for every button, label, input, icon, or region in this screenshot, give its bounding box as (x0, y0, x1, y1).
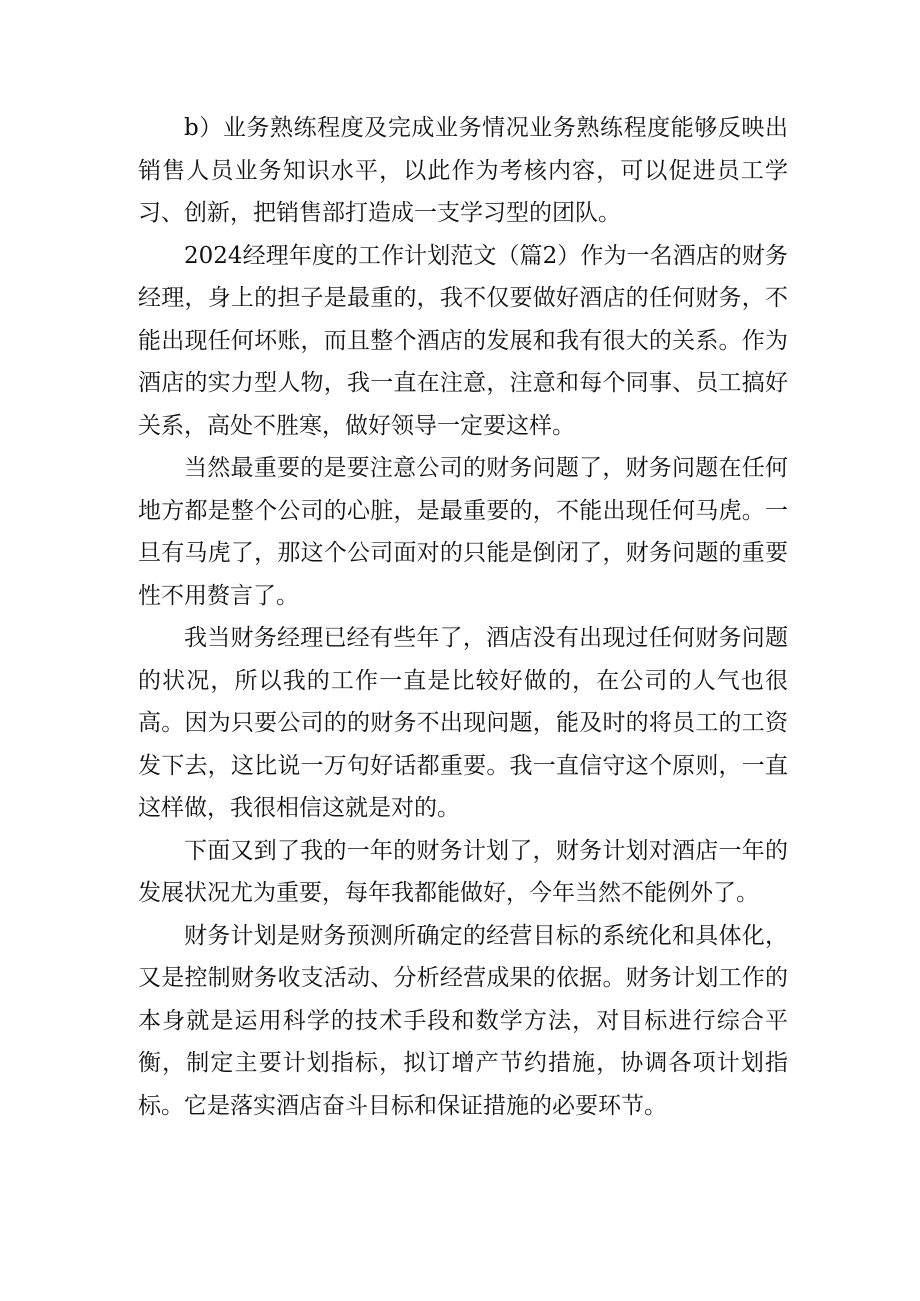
paragraph-2: 2024经理年度的工作计划范文（篇2）作为一名酒店的财务经理，身上的担子是最重的，我不仅要做好酒店的任何财务，不能出现任何坏账，而且整个酒店的发展和我有很大的关系。作为酒店的实力型人物，我一直在注意，注意和每个同事、员工搞好关系，高处不胜寒，做好领导一定要这样。 (138, 242, 788, 439)
paragraph-4: 我当财务经理已经有些年了，酒店没有出现过任何财务问题的状况，所以我的工作一直是比较好做的，在公司的人气也很高。因为只要公司的的财务不出现问题，能及时的将员工的工资发下去，这比说一万句好话都重要。我一直信守这个原则，一直这样做，我很相信这就是对的。 (138, 625, 788, 821)
paragraph-1: b）业务熟练程度及完成业务情况业务熟练程度能够反映出销售人员业务知识水平，以此作为考核内容，可以促进员工学习、创新，把销售部打造成一支学习型的团队。 (138, 115, 788, 226)
document-body (138, 107, 788, 1127)
paragraph-3: 当然最重要的是要注意公司的财务问题了，财务问题在任何地方都是整个公司的心脏，是最重要的，不能出现任何马虎。一旦有马虎了，那这个公司面对的只能是倒闭了，财务问题的重要性不用赘言了。 (138, 455, 788, 609)
paragraph-5: 下面又到了我的一年的财务计划了，财务计划对酒店一年的发展状况尤为重要，每年我都能做好，今年当然不能例外了。 (138, 837, 788, 906)
paragraph-6: 财务计划是财务预测所确定的经营目标的系统化和具体化，又是控制财务收支活动、分析经营成果的依据。财务计划工作的本身就是运用科学的技术手段和数学方法，对目标进行综合平衡，制定主要计划指标，拟订增产节约措施，协调各项计划指标。它是落实酒店奋斗目标和保证措施的必要环节。 (138, 922, 788, 1119)
